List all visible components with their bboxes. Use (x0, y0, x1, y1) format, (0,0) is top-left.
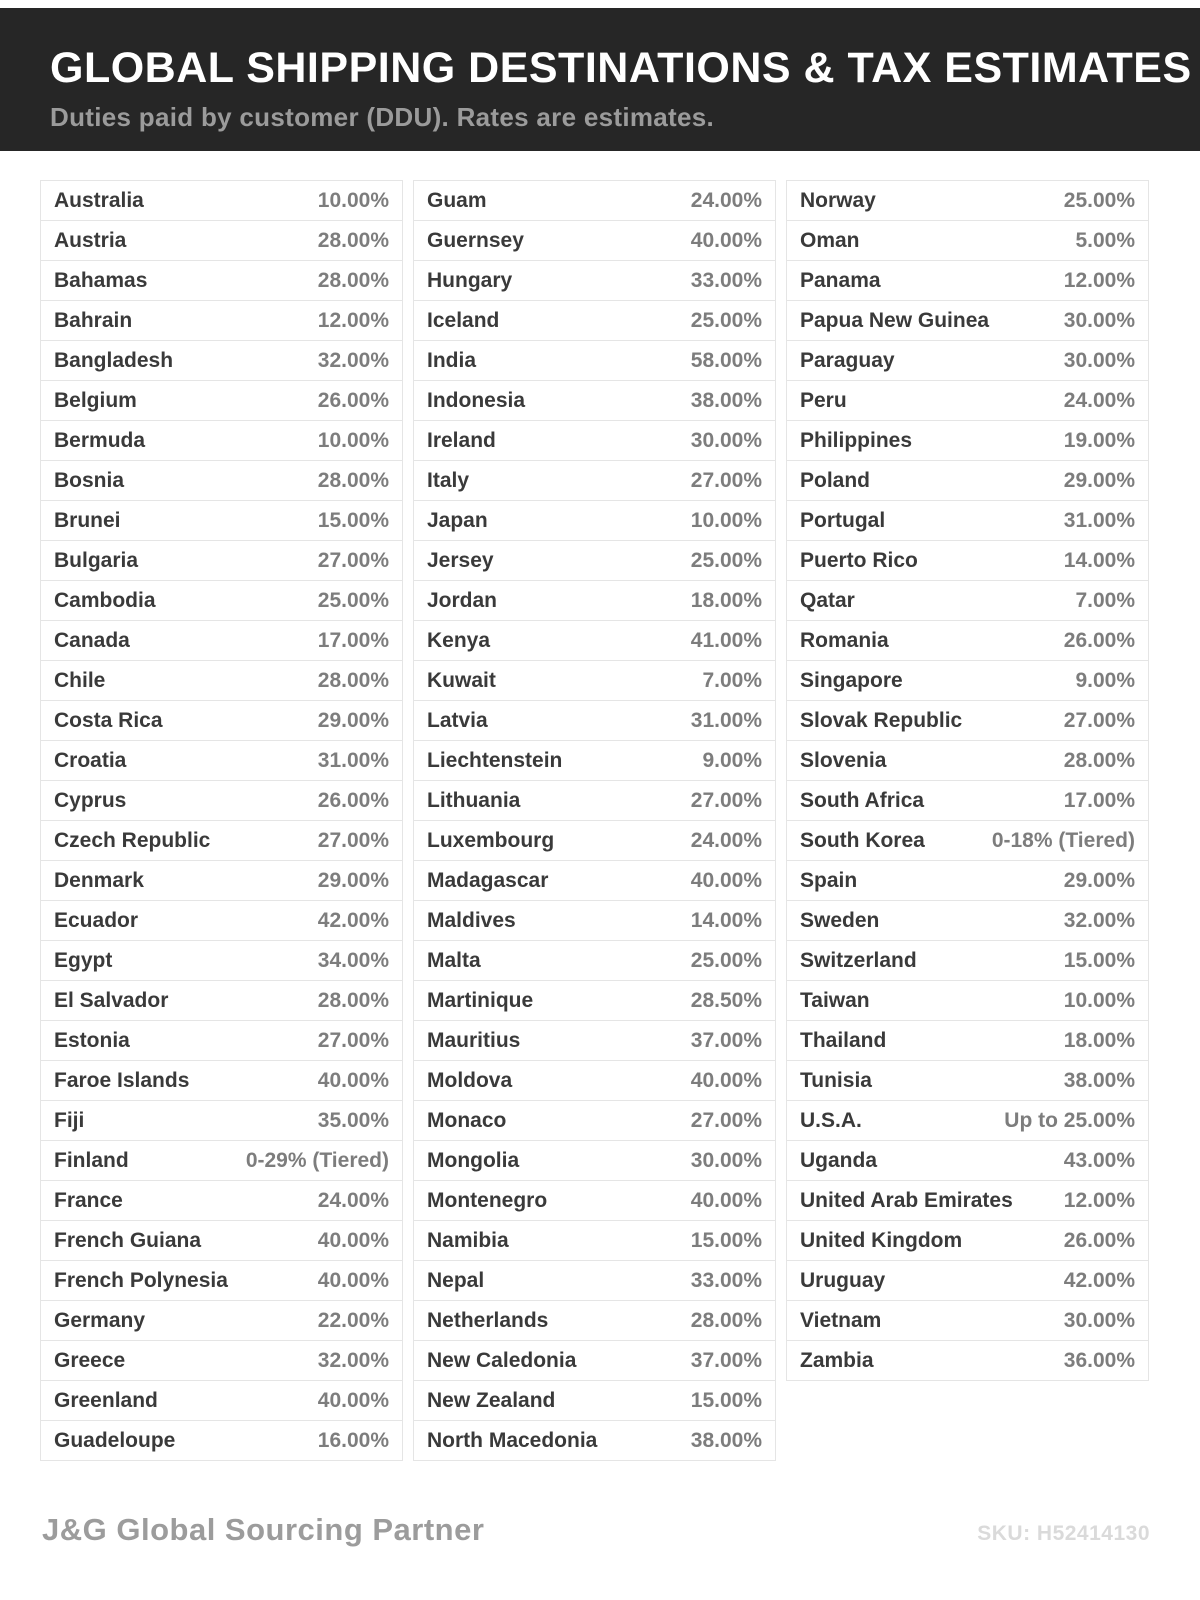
country-name: Papua New Guinea (800, 308, 990, 332)
tax-rate: 12.00% (1063, 268, 1135, 292)
table-row (40, 461, 403, 501)
tax-rate: 14.00% (690, 908, 762, 932)
table-row (40, 1341, 403, 1381)
tax-rate: 10.00% (1063, 988, 1135, 1012)
table-row (413, 1141, 776, 1181)
country-name: Chile (54, 668, 106, 692)
table-row (413, 1061, 776, 1101)
table-row (413, 1021, 776, 1061)
table-row (413, 221, 776, 261)
table-row (413, 1221, 776, 1261)
tax-rate: 40.00% (690, 1188, 762, 1212)
country-name: Iceland (427, 308, 500, 332)
tax-rate: 32.00% (317, 1348, 389, 1372)
tax-rate: 9.00% (702, 748, 762, 772)
country-name: Tunisia (800, 1068, 872, 1092)
tax-rate: 24.00% (317, 1188, 389, 1212)
table-row (40, 221, 403, 261)
country-name: Australia (54, 188, 144, 212)
tax-rate: 12.00% (317, 308, 389, 332)
country-name: New Caledonia (427, 1348, 577, 1372)
table-row (413, 781, 776, 821)
country-name: Japan (427, 508, 488, 532)
country-name: Bulgaria (54, 548, 139, 572)
country-name: Kenya (427, 628, 491, 652)
page-footer (42, 1512, 1150, 1548)
tax-rate: 12.00% (1063, 1188, 1135, 1212)
table-row (413, 1101, 776, 1141)
table-row (786, 661, 1149, 701)
country-name: Germany (54, 1308, 146, 1332)
country-name: Cambodia (54, 588, 156, 612)
table-row (40, 421, 403, 461)
table-row (40, 741, 403, 781)
tax-rate: 28.00% (317, 668, 389, 692)
country-name: Vietnam (800, 1308, 882, 1332)
sku-label: SKU: H52414130 (977, 1522, 1150, 1545)
tax-rate: 40.00% (317, 1068, 389, 1092)
tax-rate: 24.00% (1063, 388, 1135, 412)
country-name: France (54, 1188, 123, 1212)
tax-rate: 32.00% (317, 348, 389, 372)
tax-rate: 26.00% (1063, 1228, 1135, 1252)
table-row (413, 861, 776, 901)
tax-rate: Up to 25.00% (1004, 1108, 1135, 1132)
country-name: Guam (427, 188, 487, 212)
tax-rate: 40.00% (317, 1268, 389, 1292)
country-name: Nepal (427, 1268, 485, 1292)
country-name: Ecuador (54, 908, 139, 932)
table-row (413, 741, 776, 781)
table-row (786, 821, 1149, 861)
table-row (413, 621, 776, 661)
country-name: North Macedonia (427, 1428, 598, 1452)
country-name: Namibia (427, 1228, 509, 1252)
table-row (40, 1181, 403, 1221)
country-name: French Polynesia (54, 1268, 228, 1292)
table-row (413, 821, 776, 861)
rates-column-1 (40, 180, 403, 1461)
page-subtitle: Duties paid by customer (DDU). Rates are estimates. (50, 102, 715, 132)
country-name: Norway (800, 188, 876, 212)
tax-rate: 28.50% (690, 988, 762, 1012)
table-row (786, 381, 1149, 421)
page-title: GLOBAL SHIPPING DESTINATIONS & TAX ESTIMATES (50, 44, 1192, 92)
tax-rate: 25.00% (1063, 188, 1135, 212)
country-name: Costa Rica (54, 708, 163, 732)
table-row (786, 581, 1149, 621)
tax-rate: 7.00% (702, 668, 762, 692)
country-name: Bangladesh (54, 348, 174, 372)
country-name: Egypt (54, 948, 113, 972)
tax-rate: 26.00% (1063, 628, 1135, 652)
country-name: Guadeloupe (54, 1428, 176, 1452)
country-name: Jersey (427, 548, 494, 572)
tax-rate: 27.00% (690, 468, 762, 492)
country-name: Romania (800, 628, 889, 652)
table-row (40, 1101, 403, 1141)
country-name: Brunei (54, 508, 121, 532)
country-name: Greece (54, 1348, 126, 1372)
country-name: Uruguay (800, 1268, 886, 1292)
tax-rate: 19.00% (1063, 428, 1135, 452)
tax-rate: 36.00% (1063, 1348, 1135, 1372)
tax-rate: 18.00% (1063, 1028, 1135, 1052)
page-header (0, 8, 1200, 151)
table-row (786, 181, 1149, 221)
table-row (786, 301, 1149, 341)
tax-rate: 27.00% (690, 788, 762, 812)
country-name: Netherlands (427, 1308, 549, 1332)
country-name: Qatar (800, 588, 855, 612)
rates-column-2 (413, 180, 776, 1461)
country-name: Finland (54, 1148, 129, 1172)
country-name: Hungary (427, 268, 513, 292)
country-name: Martinique (427, 988, 534, 1012)
country-name: Puerto Rico (800, 548, 918, 572)
tax-rate: 31.00% (1063, 508, 1135, 532)
country-name: Lithuania (427, 788, 521, 812)
table-row (786, 981, 1149, 1021)
tax-rate: 28.00% (317, 268, 389, 292)
tax-rate: 29.00% (1063, 868, 1135, 892)
table-row (786, 1341, 1149, 1381)
tax-rate: 17.00% (317, 628, 389, 652)
tax-rate: 32.00% (1063, 908, 1135, 932)
table-row (40, 581, 403, 621)
table-row (786, 741, 1149, 781)
country-name: Kuwait (427, 668, 496, 692)
tax-rate: 43.00% (1063, 1148, 1135, 1172)
table-row (786, 1301, 1149, 1341)
table-row (786, 861, 1149, 901)
tax-rate: 0-29% (Tiered) (245, 1148, 389, 1172)
tax-rate: 26.00% (317, 388, 389, 412)
tax-rate: 35.00% (317, 1108, 389, 1132)
country-name: Monaco (427, 1108, 507, 1132)
country-name: Madagascar (427, 868, 549, 892)
country-name: Latvia (427, 708, 488, 732)
country-name: El Salvador (54, 988, 169, 1012)
tax-rate: 10.00% (690, 508, 762, 532)
tax-rate: 37.00% (690, 1028, 762, 1052)
country-name: Canada (54, 628, 130, 652)
tax-rate: 30.00% (1063, 1308, 1135, 1332)
tax-rate: 18.00% (690, 588, 762, 612)
tax-rate: 40.00% (690, 228, 762, 252)
table-row (786, 461, 1149, 501)
tax-rate: 25.00% (690, 948, 762, 972)
table-row (40, 181, 403, 221)
tax-rate: 15.00% (317, 508, 389, 532)
tax-rate: 24.00% (690, 828, 762, 852)
tax-rate: 38.00% (690, 1428, 762, 1452)
country-name: Estonia (54, 1028, 130, 1052)
country-name: Oman (800, 228, 860, 252)
tax-rate: 15.00% (690, 1388, 762, 1412)
country-name: Maldives (427, 908, 516, 932)
country-name: Spain (800, 868, 858, 892)
tax-rate: 27.00% (317, 828, 389, 852)
table-row (40, 341, 403, 381)
table-row (40, 1061, 403, 1101)
country-name: Jordan (427, 588, 498, 612)
tax-rate: 42.00% (1063, 1268, 1135, 1292)
table-row (40, 621, 403, 661)
table-row (40, 381, 403, 421)
tax-rate: 40.00% (317, 1228, 389, 1252)
country-name: Greenland (54, 1388, 158, 1412)
tax-rate: 33.00% (690, 1268, 762, 1292)
tax-rate: 40.00% (690, 1068, 762, 1092)
table-row (786, 1101, 1149, 1141)
tax-rate: 26.00% (317, 788, 389, 812)
tax-rate: 38.00% (1063, 1068, 1135, 1092)
tax-rate: 28.00% (317, 988, 389, 1012)
country-name: Taiwan (800, 988, 870, 1012)
table-row (40, 861, 403, 901)
tax-rate: 10.00% (317, 188, 389, 212)
table-row (786, 421, 1149, 461)
tax-rate: 42.00% (317, 908, 389, 932)
table-row (40, 1141, 403, 1181)
country-name: Indonesia (427, 388, 526, 412)
rates-table (40, 180, 1150, 1461)
country-name: Czech Republic (54, 828, 211, 852)
table-row (786, 621, 1149, 661)
country-name: United Kingdom (800, 1228, 963, 1252)
country-name: Philippines (800, 428, 913, 452)
country-name: Moldova (427, 1068, 513, 1092)
tax-rate: 30.00% (1063, 348, 1135, 372)
tax-rate: 28.00% (1063, 748, 1135, 772)
table-row (413, 1301, 776, 1341)
country-name: Montenegro (427, 1188, 548, 1212)
table-row (413, 1341, 776, 1381)
country-name: South Africa (800, 788, 925, 812)
brand-name: J&G Global Sourcing Partner (42, 1512, 485, 1547)
tax-rate: 29.00% (317, 868, 389, 892)
table-row (40, 1421, 403, 1461)
country-name: Peru (800, 388, 847, 412)
country-name: Singapore (800, 668, 903, 692)
table-row (786, 341, 1149, 381)
country-name: Mongolia (427, 1148, 520, 1172)
country-name: Bahrain (54, 308, 133, 332)
table-row (413, 941, 776, 981)
tax-rate: 41.00% (690, 628, 762, 652)
table-row (40, 1261, 403, 1301)
table-row (40, 301, 403, 341)
table-row (786, 261, 1149, 301)
tax-rate: 22.00% (317, 1308, 389, 1332)
tax-rate: 9.00% (1075, 668, 1135, 692)
country-name: Faroe Islands (54, 1068, 190, 1092)
table-row (40, 661, 403, 701)
tax-rate: 28.00% (317, 228, 389, 252)
table-row (786, 1181, 1149, 1221)
tax-rate: 15.00% (1063, 948, 1135, 972)
tax-rate: 25.00% (690, 308, 762, 332)
country-name: Paraguay (800, 348, 895, 372)
country-name: Slovenia (800, 748, 887, 772)
tax-rate: 30.00% (690, 1148, 762, 1172)
country-name: Uganda (800, 1148, 878, 1172)
country-name: Switzerland (800, 948, 917, 972)
country-name: Portugal (800, 508, 886, 532)
table-row (413, 1181, 776, 1221)
tax-rate: 38.00% (690, 388, 762, 412)
country-name: Guernsey (427, 228, 524, 252)
country-name: Mauritius (427, 1028, 521, 1052)
country-name: Ireland (427, 428, 496, 452)
tax-rate: 25.00% (690, 548, 762, 572)
table-row (40, 701, 403, 741)
tax-rate: 31.00% (317, 748, 389, 772)
table-row (413, 461, 776, 501)
country-name: French Guiana (54, 1228, 202, 1252)
country-name: Thailand (800, 1028, 887, 1052)
country-name: Slovak Republic (800, 708, 963, 732)
table-row (413, 981, 776, 1021)
tax-rate: 40.00% (317, 1388, 389, 1412)
table-row (413, 1261, 776, 1301)
tax-rate: 29.00% (317, 708, 389, 732)
table-row (40, 261, 403, 301)
table-row (40, 541, 403, 581)
tax-rate: 24.00% (690, 188, 762, 212)
tax-rate: 14.00% (1063, 548, 1135, 572)
country-name: Zambia (800, 1348, 874, 1372)
tax-rate: 0-18% (Tiered) (991, 828, 1135, 852)
country-name: Sweden (800, 908, 880, 932)
tax-rate: 27.00% (1063, 708, 1135, 732)
table-row (413, 1381, 776, 1421)
table-row (786, 221, 1149, 261)
table-row (413, 581, 776, 621)
table-row (413, 661, 776, 701)
table-row (786, 1141, 1149, 1181)
tax-rate: 30.00% (690, 428, 762, 452)
tax-rate: 25.00% (317, 588, 389, 612)
tax-rate: 37.00% (690, 1348, 762, 1372)
tax-rate: 29.00% (1063, 468, 1135, 492)
table-row (413, 301, 776, 341)
tax-rate: 34.00% (317, 948, 389, 972)
tax-rate: 28.00% (690, 1308, 762, 1332)
country-name: United Arab Emirates (800, 1188, 1013, 1212)
country-name: Fiji (54, 1108, 85, 1132)
table-row (786, 781, 1149, 821)
country-name: Italy (427, 468, 470, 492)
country-name: South Korea (800, 828, 925, 852)
country-name: U.S.A. (800, 1108, 862, 1132)
country-name: New Zealand (427, 1388, 556, 1412)
table-row (413, 181, 776, 221)
table-row (413, 1421, 776, 1461)
country-name: Liechtenstein (427, 748, 563, 772)
table-row (786, 701, 1149, 741)
tax-rate: 17.00% (1063, 788, 1135, 812)
country-name: India (427, 348, 477, 372)
country-name: Poland (800, 468, 871, 492)
table-row (40, 941, 403, 981)
tax-rate: 28.00% (317, 468, 389, 492)
country-name: Croatia (54, 748, 127, 772)
tax-rate: 7.00% (1075, 588, 1135, 612)
table-row (413, 541, 776, 581)
tax-rate: 40.00% (690, 868, 762, 892)
table-row (40, 1221, 403, 1261)
table-row (40, 901, 403, 941)
table-row (413, 501, 776, 541)
table-row (40, 821, 403, 861)
rates-column-3 (786, 180, 1149, 1381)
tax-rate: 30.00% (1063, 308, 1135, 332)
table-row (413, 901, 776, 941)
table-row (40, 781, 403, 821)
country-name: Bosnia (54, 468, 125, 492)
table-row (413, 261, 776, 301)
country-name: Bermuda (54, 428, 146, 452)
tax-rate: 15.00% (690, 1228, 762, 1252)
country-name: Belgium (54, 388, 137, 412)
country-name: Austria (54, 228, 127, 252)
country-name: Malta (427, 948, 481, 972)
table-row (786, 1061, 1149, 1101)
tax-rate: 27.00% (317, 1028, 389, 1052)
tax-rate: 10.00% (317, 428, 389, 452)
tax-rate: 33.00% (690, 268, 762, 292)
table-row (786, 1021, 1149, 1061)
tax-rate: 27.00% (690, 1108, 762, 1132)
table-row (786, 1221, 1149, 1261)
country-name: Bahamas (54, 268, 148, 292)
table-row (40, 1301, 403, 1341)
table-row (786, 1261, 1149, 1301)
table-row (413, 341, 776, 381)
country-name: Denmark (54, 868, 144, 892)
table-row (40, 1381, 403, 1421)
country-name: Panama (800, 268, 881, 292)
table-row (786, 541, 1149, 581)
table-row (413, 701, 776, 741)
country-name: Cyprus (54, 788, 127, 812)
tax-rate: 31.00% (690, 708, 762, 732)
tax-rate: 5.00% (1075, 228, 1135, 252)
table-row (413, 421, 776, 461)
table-row (40, 981, 403, 1021)
tax-rate: 58.00% (690, 348, 762, 372)
country-name: Luxembourg (427, 828, 555, 852)
tax-rate: 16.00% (317, 1428, 389, 1452)
table-row (40, 501, 403, 541)
table-row (786, 501, 1149, 541)
tax-rate: 27.00% (317, 548, 389, 572)
table-row (786, 901, 1149, 941)
table-row (40, 1021, 403, 1061)
table-row (786, 941, 1149, 981)
table-row (413, 381, 776, 421)
